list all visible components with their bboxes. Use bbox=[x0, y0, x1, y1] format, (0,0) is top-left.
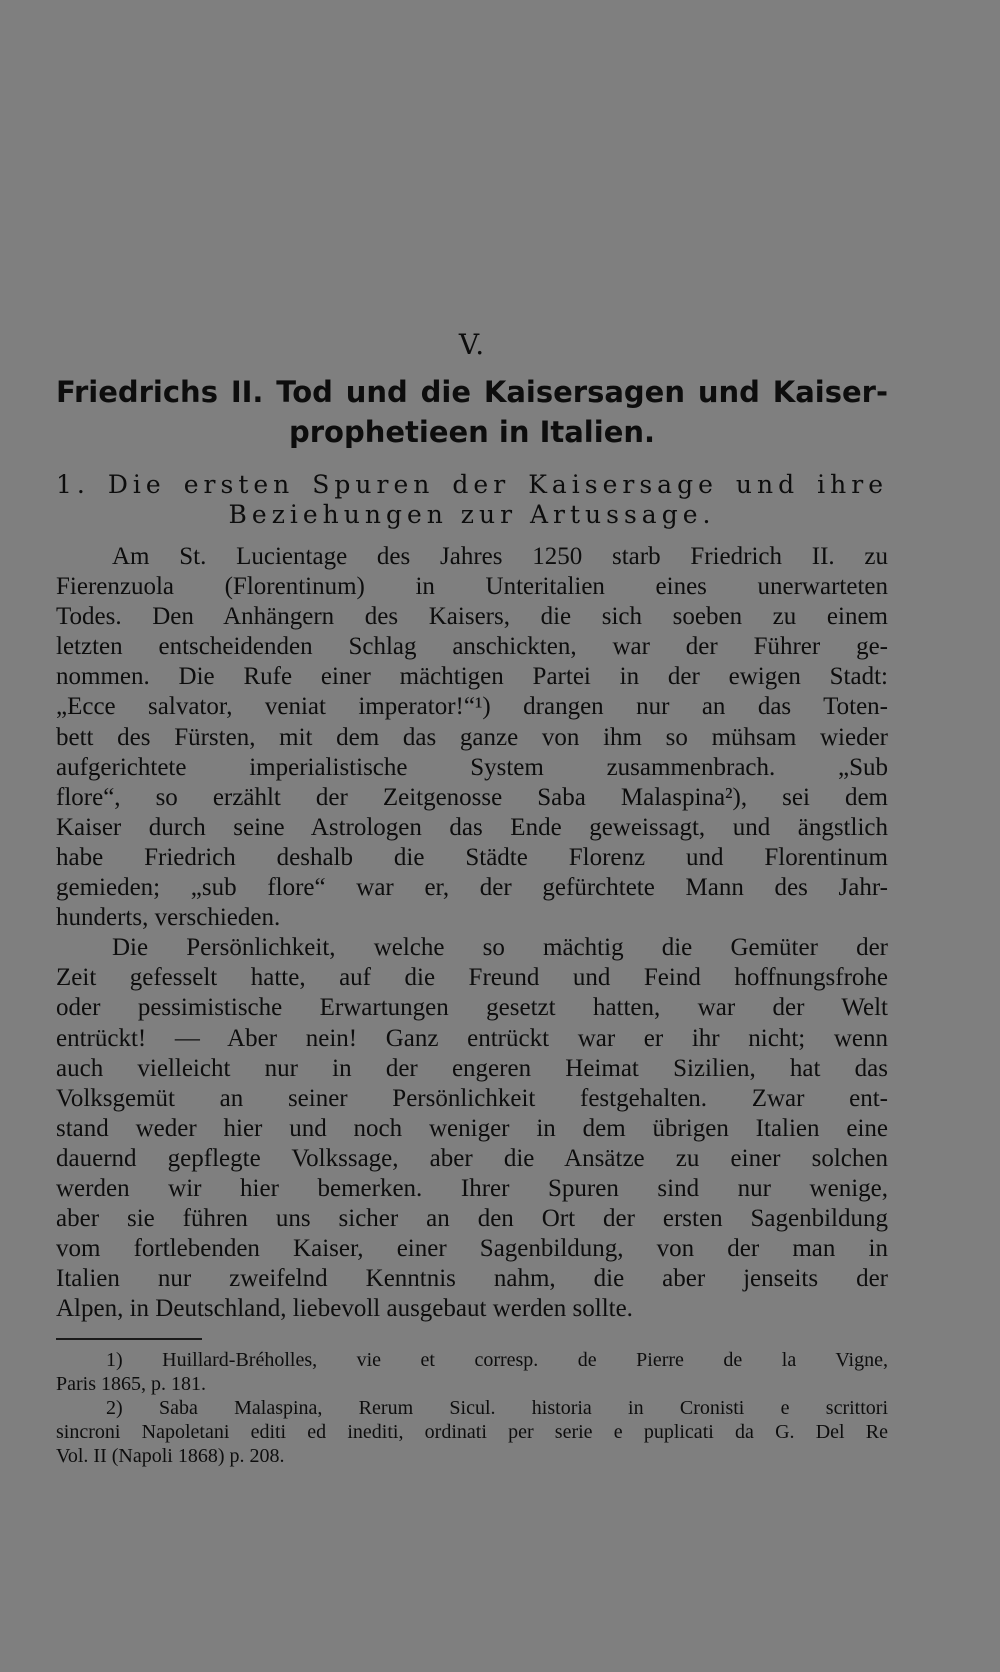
body-line: Kaiser durch seine Astrologen das Ende geweissagt, und ängstlich bbox=[56, 813, 888, 841]
body-line: habe Friedrich deshalb die Städte Florenz und Florentinum bbox=[56, 843, 888, 871]
footnote-line: Vol. II (Napoli 1868) p. 208. bbox=[56, 1445, 285, 1467]
body-line: „Ecce salvator, veniat imperator!“¹) drangen nur an das Toten- bbox=[56, 693, 888, 721]
footnote-line: sincroni Napoletani editi ed inediti, ordinati per serie e puplicati da G. Del Re bbox=[56, 1421, 888, 1443]
book-page bbox=[56, 0, 888, 1672]
body-line: werden wir hier bemerken. Ihrer Spuren sind nur wenige, bbox=[56, 1174, 888, 1202]
chapter-number: V. bbox=[458, 328, 486, 361]
body-line: gemieden; „sub flore“ war er, der gefürchtete Mann des Jahr- bbox=[56, 874, 888, 902]
body-line: Italien nur zweifelnd Kenntnis nahm, die aber jenseits der bbox=[56, 1265, 888, 1293]
footnote-line: 1) Huillard-Bréholles, vie et corresp. de Pierre de la Vigne, bbox=[106, 1349, 888, 1371]
body-line: dauernd gepflegte Volkssage, aber die Ansätze zu einer solchen bbox=[56, 1144, 888, 1172]
footnote-divider bbox=[56, 1338, 202, 1340]
section-heading bbox=[56, 470, 888, 530]
footnotes bbox=[56, 1348, 888, 1468]
body-line: aufgerichtete imperialistische System zusammenbrach. „Sub bbox=[56, 753, 888, 781]
section-heading-line-2: Beziehungen zur Artussage. bbox=[228, 500, 716, 529]
body-line: Die Persönlichkeit, welche so mächtig die Gemüter der bbox=[112, 934, 888, 962]
footnote-line: Paris 1865, p. 181. bbox=[56, 1373, 206, 1395]
body-line: vom fortlebenden Kaiser, einer Sagenbildung, von der man in bbox=[56, 1235, 888, 1263]
body-line: Alpen, in Deutschland, liebevoll ausgebaut werden sollte. bbox=[56, 1295, 633, 1323]
body-line: Zeit gefesselt hatte, auf die Freund und Feind hoffnungsfrohe bbox=[56, 964, 888, 992]
body-line: Fierenzuola (Florentinum) in Unteritalien eines unerwarteten bbox=[56, 573, 888, 601]
chapter-title bbox=[56, 372, 888, 452]
body-text bbox=[56, 542, 888, 1324]
body-line: Volksgemüt an seiner Persönlichkeit festgehalten. Zwar ent- bbox=[56, 1084, 888, 1112]
body-line: Todes. Den Anhängern des Kaisers, die sich soeben zu einem bbox=[56, 603, 888, 631]
body-line: auch vielleicht nur in der engeren Heimat Sizilien, hat das bbox=[56, 1054, 888, 1082]
body-line: entrückt! — Aber nein! Ganz entrückt war er ihr nicht; wenn bbox=[56, 1024, 888, 1052]
body-line: Am St. Lucientage des Jahres 1250 starb Friedrich II. zu bbox=[112, 543, 888, 570]
body-line: flore“, so erzählt der Zeitgenosse Saba Malaspina²), sei dem bbox=[56, 783, 888, 811]
footnote-line: 2) Saba Malaspina, Rerum Sicul. historia in Cronisti e scrittori bbox=[106, 1397, 888, 1419]
body-line: bett des Fürsten, mit dem das ganze von ihm so mühsam wieder bbox=[56, 723, 888, 751]
body-line: letzten entscheidenden Schlag anschickten, war der Führer ge- bbox=[56, 633, 888, 661]
body-line: aber sie führen uns sicher an den Ort der ersten Sagenbildung bbox=[56, 1205, 888, 1233]
body-line: oder pessimistische Erwartungen gesetzt hatten, war der Welt bbox=[56, 994, 888, 1022]
body-line: nommen. Die Rufe einer mächtigen Partei in der ewigen Stadt: bbox=[56, 663, 888, 691]
body-line: hunderts, verschieden. bbox=[56, 904, 281, 932]
chapter-title-line-1: Friedrichs II. Tod und die Kaisersagen und Kaiser- bbox=[56, 375, 888, 409]
section-heading-line-1: 1. Die ersten Spuren der Kaisersage und ihre bbox=[56, 470, 888, 499]
body-line: stand weder hier und noch weniger in dem übrigen Italien eine bbox=[56, 1114, 888, 1142]
chapter-title-line-2: prophetieen in Italien. bbox=[288, 415, 656, 449]
